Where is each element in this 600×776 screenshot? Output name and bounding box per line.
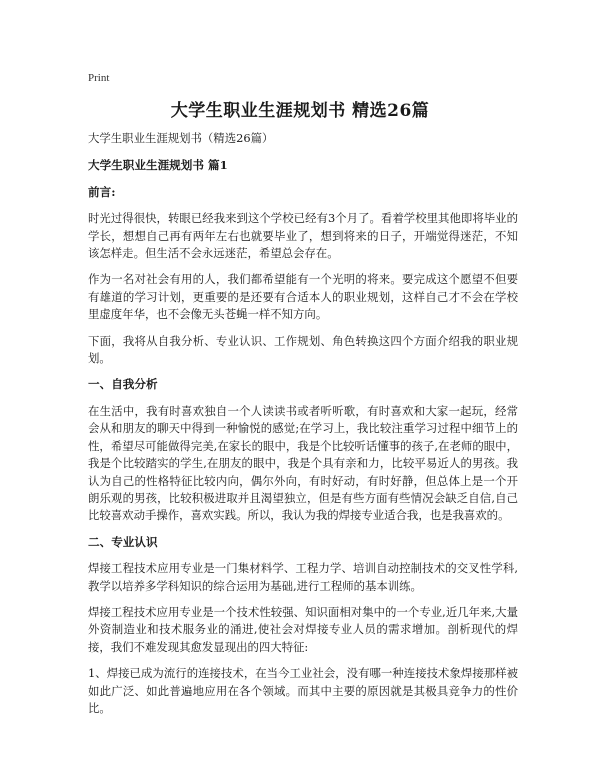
- paragraph: 时光过得很快，转眼已经我来到这个学校已经有3个月了。看着学校里其他即将毕业的学长，想想自己再有两年左右也就要毕业了，想到将来的日子，开端觉得迷茫，不知该怎样走。但生活不会永远迷茫，希望总会存在。: [88, 211, 518, 261]
- preface-heading: 前言:: [88, 184, 116, 199]
- paragraph: 下面，我将从自我分析、专业认识、工作规划、角色转换这四个方面介绍我的职业规划。: [88, 333, 518, 366]
- document-title: 大学生职业生涯规划书 精选26篇: [170, 101, 430, 121]
- section-heading-self-analysis: 一、自我分析: [88, 377, 158, 392]
- section-heading-professional-knowledge: 二、专业认识: [88, 534, 158, 549]
- document-body: [88, 130, 518, 726]
- document-subtitle: 大学生职业生涯规划书（精选26篇）: [88, 131, 274, 145]
- paragraph: 焊接工程技术应用专业是一门集材料学、工程力学、培训自动控制技术的交叉性学科,教学以培养多学科知识的综合运用为基础,进行工程师的基本训练。: [88, 561, 518, 593]
- paragraph: 1、焊接已成为流行的连接技术，在当今工业社会，没有哪一种连接技术象焊接那样被如此广泛、如此普遍地应用在各个领域。而其中主要的原因就是其极具竞争力的性价比。: [88, 666, 518, 715]
- print-label: Print: [88, 72, 110, 84]
- paragraph: 作为一名对社会有用的人，我们都希望能有一个光明的将来。要完成这个愿望不但要有雄道的学习计划，更重要的是还要有合适本人的职业规划，这样自己才不会在学校里虚度年华，也不会像无头苍蝇一样不知方向。: [88, 272, 518, 322]
- article-title: 大学生职业生涯规划书 篇1: [88, 158, 228, 173]
- paragraph: 焊接工程技术应用专业是一个技术性较强、知识面相对集中的一个专业,近几年来,大量外资制造业和技术服务业的涌进,使社会对焊接专业人员的需求增加。剖析现代的焊接，我们不难发现其愈发显现出的四大特征:: [88, 604, 518, 654]
- paragraph: 在生活中，我有时喜欢独自一个人读读书或者听听歌，有时喜欢和大家一起玩，经常会从和朋友的聊天中得到一种愉悦的感觉;在学习上，我比较注重学习过程中细节上的性，希望尽可能做得完美,在家长的眼中，我是个比较听话懂事的孩子,在老师的眼中，我是个比较踏实的学生,在朋友的眼中，我是个具有亲和力，比较平易近人的男孩。我认为自己的性格特征比较内向，偶尔外向，有时好动，有时好静，但总体上是一个开朗乐观的男孩，比较积极进取并且渴望独立，但是有些方面有些情况会缺乏自信,自己比较喜欢动手操作，喜欢实践。所以，我认为我的焊接专业适合我，也是我喜欢的。: [88, 403, 518, 523]
